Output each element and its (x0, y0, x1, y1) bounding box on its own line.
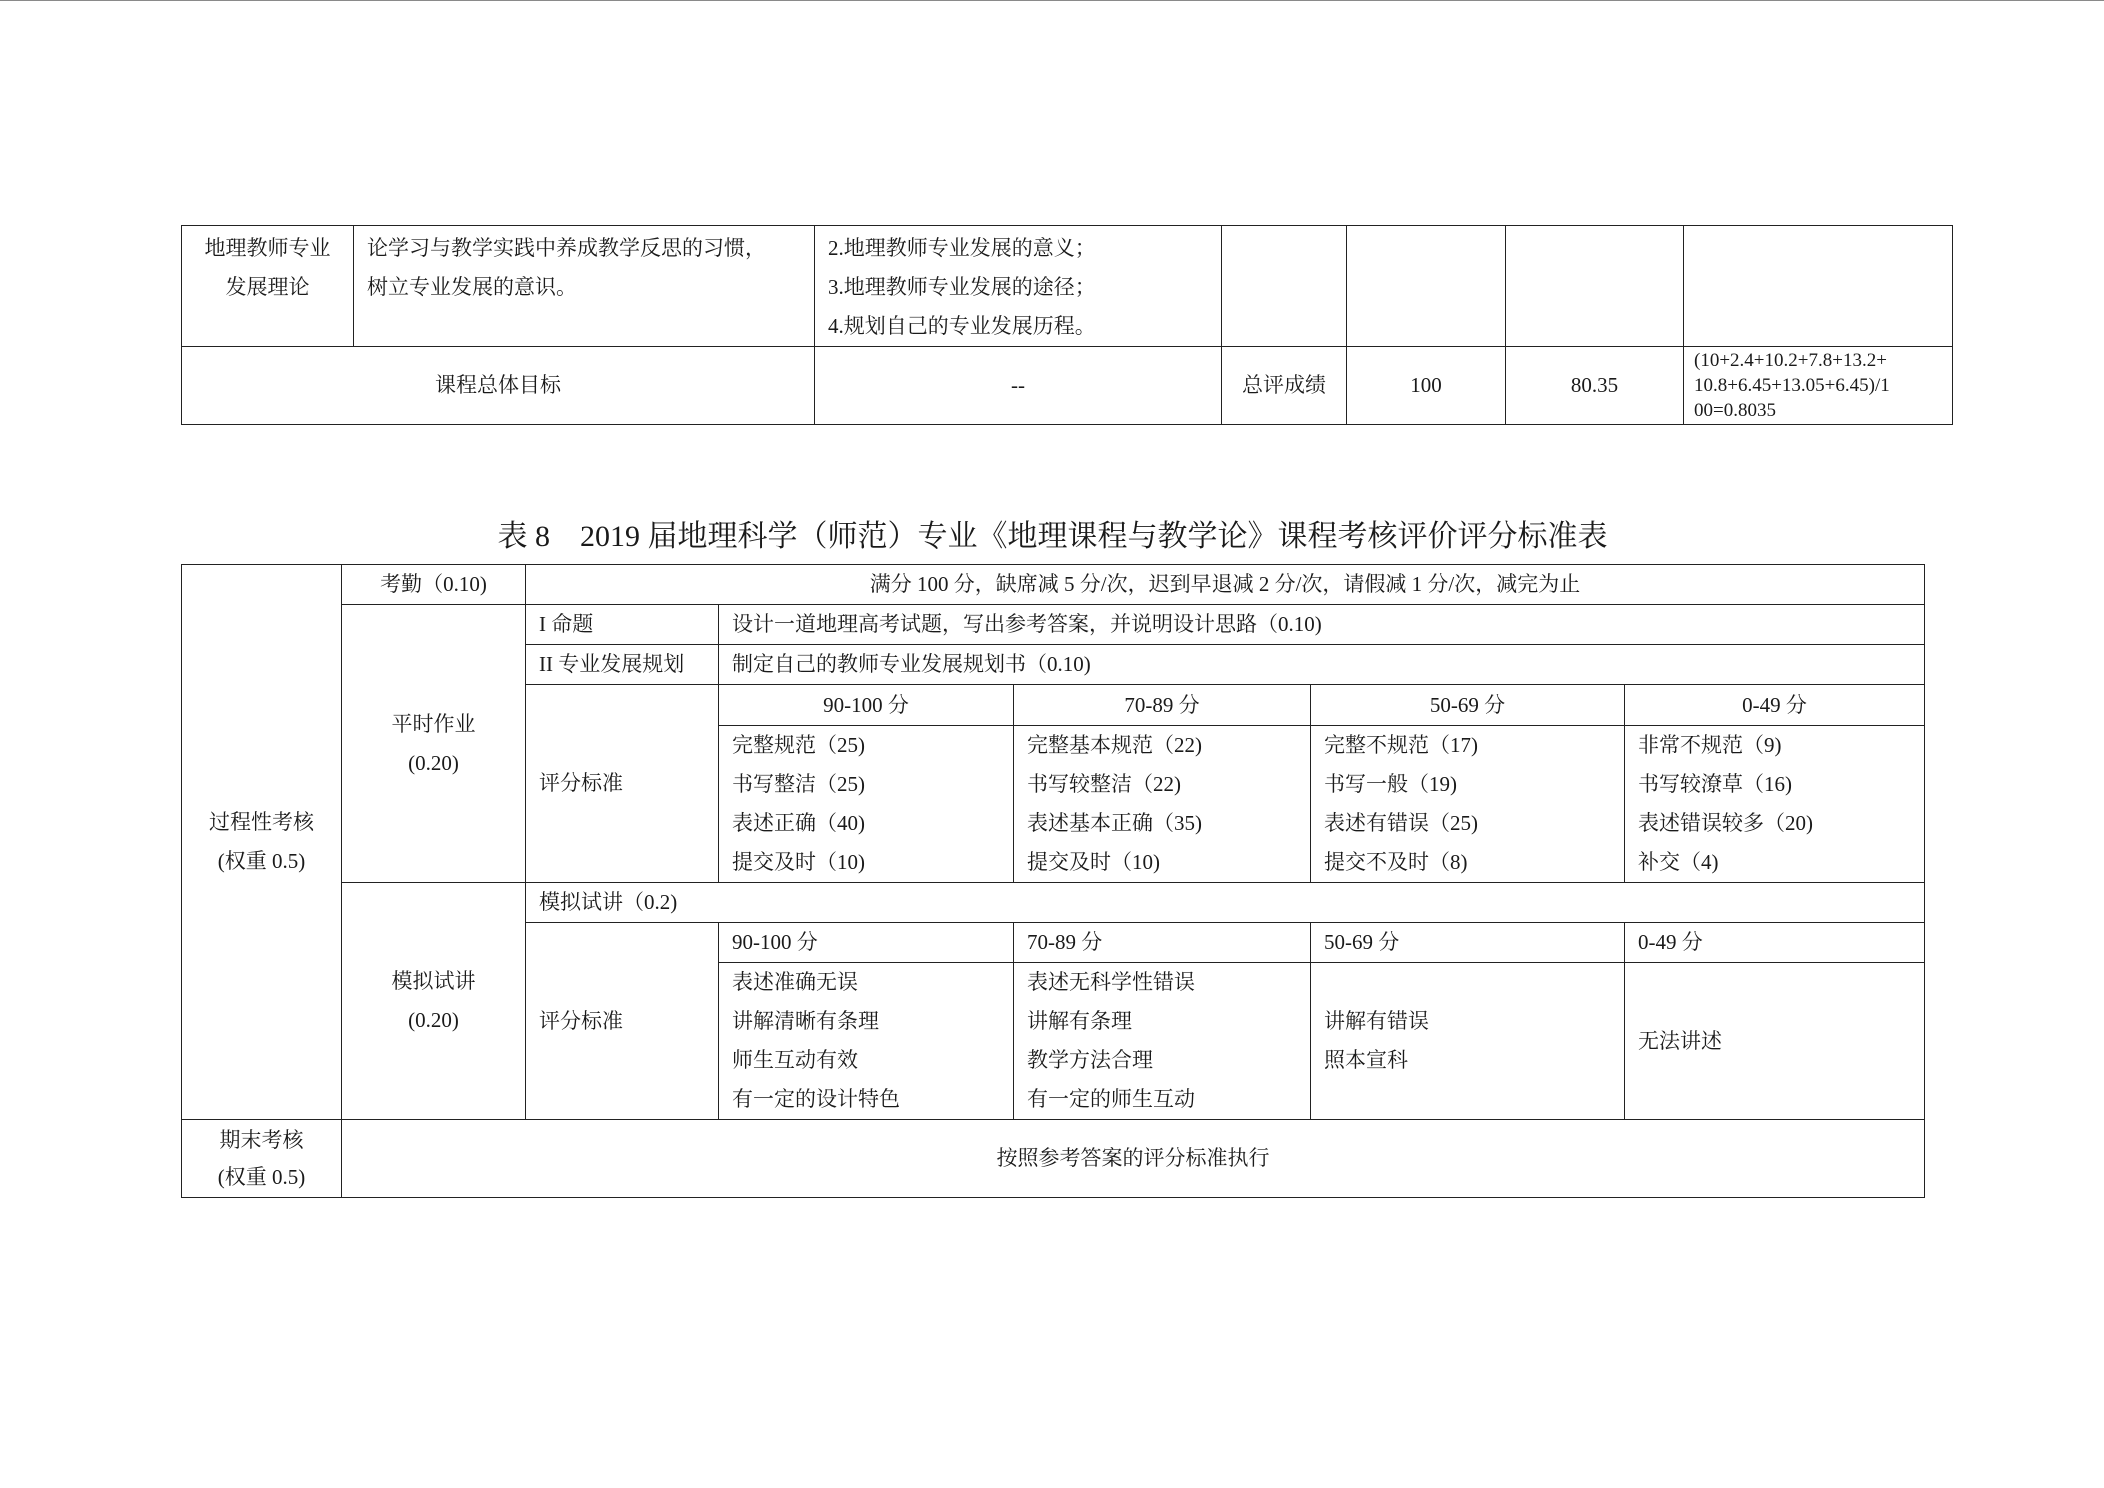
objective-content-cell (815, 226, 1222, 347)
criteria-item: 讲解有条理 (1027, 1009, 1132, 1033)
full-score: 100 (1347, 347, 1506, 425)
grade-header: 90-100 分 (719, 923, 1014, 963)
grade-header: 50-69 分 (1311, 685, 1625, 726)
empty-cell (1684, 226, 1953, 347)
process-assessment-cell (182, 565, 342, 1120)
objective-topic-cell (182, 226, 354, 347)
attendance-rule: 满分 100 分，缺席减 5 分/次，迟到早退减 2 分/次，请假减 1 分/次，减完为止 (526, 565, 1925, 605)
criteria-item: 提交不及时（8) (1324, 850, 1468, 874)
criteria-item: 无法讲述 (1638, 1028, 1722, 1053)
formula-line: (10+2.4+10.2+7.8+13.2+ (1694, 350, 1887, 371)
goal-line: 树立专业发展的意识。 (367, 275, 577, 299)
criteria-item: 提交及时（10) (1027, 850, 1160, 874)
criteria-item: 表述基本正确（35) (1027, 811, 1202, 835)
total-score-label: 总评成绩 (1222, 347, 1347, 425)
grade-header: 0-49 分 (1625, 923, 1925, 963)
content-line: 3.地理教师专业发展的途径； (828, 275, 1096, 299)
homework-criteria-label: 评分标准 (526, 685, 719, 883)
criteria-cell (719, 726, 1014, 883)
homework-task-row (182, 605, 1925, 645)
homework-cell (342, 605, 526, 883)
score-formula-cell (1684, 347, 1953, 425)
criteria-item: 表述准确无误 (732, 970, 858, 994)
grade-header: 70-89 分 (1014, 685, 1311, 726)
assessment-standards-table (181, 564, 1925, 1198)
criteria-item: 完整基本规范（22) (1027, 733, 1202, 757)
criteria-item: 有一定的设计特色 (732, 1087, 900, 1111)
final-weight: (权重 0.5) (217, 1164, 306, 1189)
mock-label: 模拟试讲 (391, 969, 476, 993)
criteria-cell (1014, 726, 1311, 883)
empty-cell (1222, 226, 1347, 347)
empty-cell (1506, 226, 1684, 347)
process-label: 过程性考核 (209, 810, 314, 834)
topic-line: 发展理论 (225, 275, 310, 299)
task-desc: 制定自己的教师专业发展规划书（0.10) (719, 645, 1925, 685)
objective-row (182, 226, 1953, 347)
criteria-item: 有一定的师生互动 (1027, 1087, 1195, 1111)
actual-score: 80.35 (1506, 347, 1684, 425)
formula-line: 10.8+6.45+13.05+6.45)/1 (1694, 375, 1890, 396)
criteria-cell (1014, 963, 1311, 1120)
grade-header: 70-89 分 (1014, 923, 1311, 963)
criteria-item: 提交及时（10) (732, 850, 865, 874)
topic-line: 地理教师专业 (204, 236, 331, 260)
mock-header: 模拟试讲（0.2) (526, 883, 1925, 923)
mock-teaching-cell (342, 883, 526, 1120)
criteria-item: 补交（4) (1638, 850, 1719, 874)
content-line: 4.规划自己的专业发展历程。 (828, 314, 1096, 338)
criteria-item: 书写整洁（25) (732, 772, 865, 796)
summary-row (182, 347, 1953, 425)
grade-header: 90-100 分 (719, 685, 1014, 726)
criteria-cell (1311, 726, 1625, 883)
attendance-row (182, 565, 1925, 605)
mock-header-row (182, 883, 1925, 923)
task-desc: 设计一道地理高考试题，写出参考答案，并说明设计思路（0.10) (719, 605, 1925, 645)
grade-header: 0-49 分 (1625, 685, 1925, 726)
criteria-item: 表述错误较多（20) (1638, 811, 1813, 835)
criteria-cell (1625, 963, 1925, 1120)
content-line: 2.地理教师专业发展的意义； (828, 236, 1096, 260)
criteria-cell (1311, 963, 1625, 1120)
goal-line: 论学习与教学实践中养成教学反思的习惯， (367, 236, 766, 260)
mock-criteria-label: 评分标准 (526, 923, 719, 1120)
criteria-item: 表述无科学性错误 (1027, 970, 1195, 994)
task-name: II 专业发展规划 (526, 645, 719, 685)
criteria-item: 完整不规范（17) (1324, 733, 1478, 757)
final-rule: 按照参考答案的评分标准执行 (342, 1120, 1925, 1198)
criteria-item: 书写一般（19) (1324, 772, 1457, 796)
final-exam-row (182, 1120, 1925, 1198)
criteria-item: 书写较潦草（16) (1638, 772, 1792, 796)
formula-line: 00=0.8035 (1694, 400, 1776, 421)
empty-cell (1347, 226, 1506, 347)
criteria-cell (719, 963, 1014, 1120)
criteria-item: 非常不规范（9) (1638, 733, 1782, 757)
criteria-item: 表述有错误（25) (1324, 811, 1478, 835)
page-top-border (0, 0, 2104, 1)
final-label: 期末考核 (219, 1127, 304, 1152)
process-weight: (权重 0.5) (217, 849, 306, 873)
criteria-item: 教学方法合理 (1027, 1048, 1153, 1072)
overall-goal-content: -- (815, 347, 1222, 425)
table-caption: 表 8 2019 届地理科学（师范）专业《地理课程与教学论》课程考核评价评分标准表 (497, 520, 1608, 553)
objective-goal-cell (354, 226, 815, 347)
criteria-item: 讲解清晰有条理 (732, 1009, 879, 1033)
criteria-item: 照本宣科 (1324, 1048, 1408, 1072)
course-objectives-table (181, 225, 1953, 425)
task-name: I 命题 (526, 605, 719, 645)
homework-label: 平时作业 (391, 711, 476, 736)
criteria-item: 完整规范（25) (732, 733, 865, 757)
criteria-item: 讲解有错误 (1324, 1009, 1429, 1033)
criteria-item: 书写较整洁（22) (1027, 772, 1181, 796)
homework-weight: (0.20) (408, 750, 459, 775)
final-assessment-cell (182, 1120, 342, 1198)
attendance-label: 考勤（0.10) (342, 565, 526, 605)
overall-goal-label: 课程总体目标 (182, 347, 815, 425)
criteria-cell (1625, 726, 1925, 883)
grade-header: 50-69 分 (1311, 923, 1625, 963)
criteria-item: 师生互动有效 (732, 1048, 858, 1072)
criteria-item: 表述正确（40) (732, 811, 865, 835)
mock-weight: (0.20) (408, 1008, 459, 1032)
